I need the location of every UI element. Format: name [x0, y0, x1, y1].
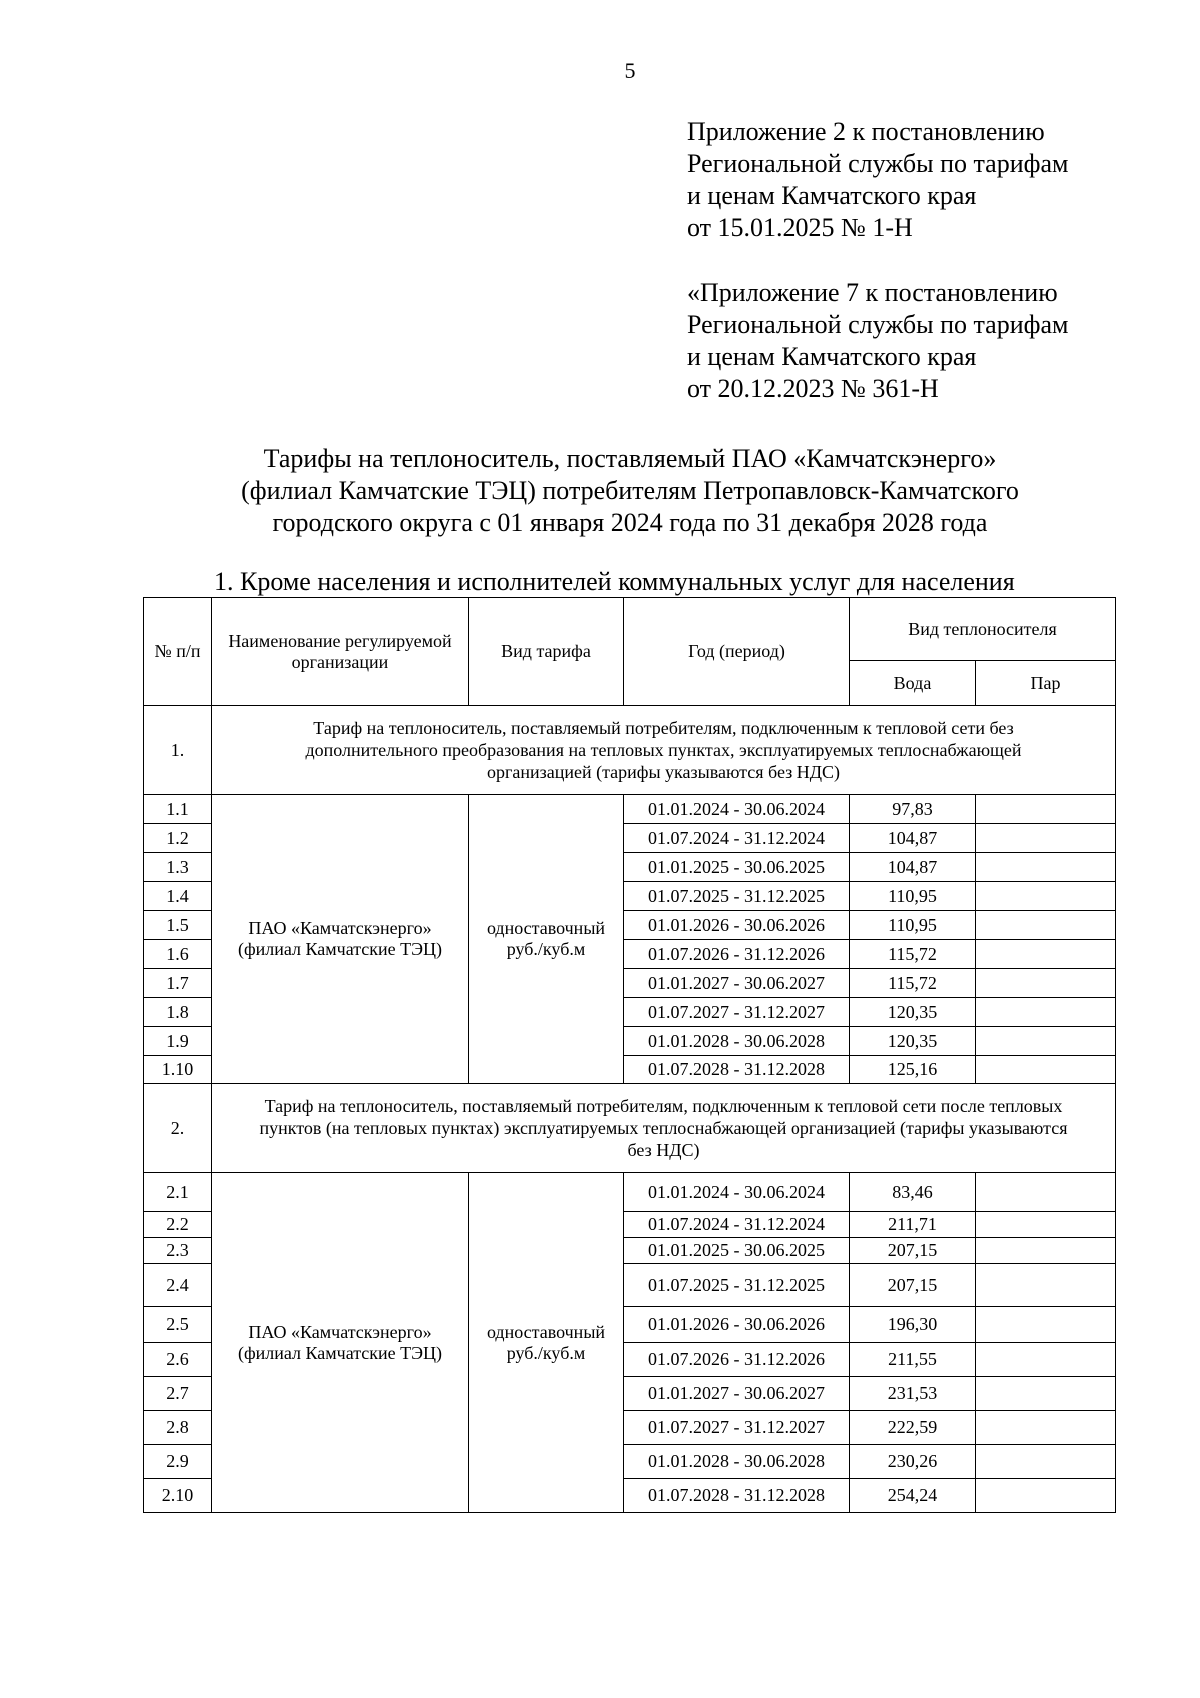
period-cell: 01.01.2026 - 30.06.2026	[624, 911, 850, 940]
annex-current	[687, 116, 1068, 244]
row-num: 2.3	[144, 1238, 212, 1264]
water-value: 211,71	[850, 1212, 976, 1238]
steam-value	[976, 795, 1116, 824]
row-num: 1.10	[144, 1056, 212, 1084]
header-num: № п/п	[144, 598, 212, 706]
tariff-type-cell: одноставочный руб./куб.м	[469, 1173, 624, 1513]
tariff-table	[143, 597, 1116, 1513]
steam-value	[976, 1027, 1116, 1056]
water-value: 196,30	[850, 1307, 976, 1343]
water-value: 115,72	[850, 969, 976, 998]
period-cell: 01.07.2026 - 31.12.2026	[624, 940, 850, 969]
water-value: 110,95	[850, 882, 976, 911]
steam-value	[976, 969, 1116, 998]
period-cell: 01.01.2027 - 30.06.2027	[624, 1377, 850, 1411]
steam-value	[976, 1343, 1116, 1377]
period-cell: 01.07.2027 - 31.12.2027	[624, 1411, 850, 1445]
annex-amended-line: от 20.12.2023 № 361-Н	[687, 374, 939, 403]
section-heading: 1. Кроме населения и исполнителей коммунальных услуг для населения	[214, 567, 1015, 596]
steam-value	[976, 1264, 1116, 1307]
row-num: 1.9	[144, 1027, 212, 1056]
header-row	[144, 598, 1116, 661]
organization-cell: ПАО «Камчатскэнерго» (филиал Камчатские ТЭЦ)	[212, 795, 469, 1084]
steam-value	[976, 911, 1116, 940]
title-line: городского округа с 01 января 2024 года по 31 декабря 2028 года	[272, 508, 988, 537]
page-number: 5	[624, 58, 636, 83]
annex-amended-line: и ценам Камчатского края	[687, 342, 977, 371]
water-value: 97,83	[850, 795, 976, 824]
organization-cell: ПАО «Камчатскэнерго» (филиал Камчатские ТЭЦ)	[212, 1173, 469, 1513]
water-value: 254,24	[850, 1479, 976, 1513]
steam-value	[976, 1479, 1116, 1513]
period-cell: 01.07.2025 - 31.12.2025	[624, 882, 850, 911]
steam-value	[976, 1411, 1116, 1445]
annex-current-line: Приложение 2 к постановлению	[687, 117, 1045, 146]
steam-value	[976, 1238, 1116, 1264]
water-value: 104,87	[850, 824, 976, 853]
period-cell: 01.01.2025 - 30.06.2025	[624, 1238, 850, 1264]
annex-amended-line: «Приложение 7 к постановлению	[687, 278, 1058, 307]
period-cell: 01.01.2025 - 30.06.2025	[624, 853, 850, 882]
tariff-type-cell: одноставочный руб./куб.м	[469, 795, 624, 1084]
steam-value	[976, 1445, 1116, 1479]
header-steam: Пар	[976, 661, 1116, 706]
group-row	[144, 1084, 1116, 1173]
annex-current-line: и ценам Камчатского края	[687, 181, 977, 210]
row-num: 1.2	[144, 824, 212, 853]
period-cell: 01.01.2024 - 30.06.2024	[624, 1173, 850, 1212]
water-value: 222,59	[850, 1411, 976, 1445]
water-value: 110,95	[850, 911, 976, 940]
water-value: 207,15	[850, 1264, 976, 1307]
row-num: 1.7	[144, 969, 212, 998]
group-num: 2.	[144, 1084, 212, 1173]
steam-value	[976, 940, 1116, 969]
row-num: 2.4	[144, 1264, 212, 1307]
row-num: 2.10	[144, 1479, 212, 1513]
row-num: 2.5	[144, 1307, 212, 1343]
period-cell: 01.01.2027 - 30.06.2027	[624, 969, 850, 998]
steam-value	[976, 1173, 1116, 1212]
row-num: 2.9	[144, 1445, 212, 1479]
header-period: Год (период)	[624, 598, 850, 706]
row-num: 2.8	[144, 1411, 212, 1445]
annex-current-line: от 15.01.2025 № 1-Н	[687, 213, 913, 242]
row-num: 2.1	[144, 1173, 212, 1212]
period-cell: 01.07.2028 - 31.12.2028	[624, 1479, 850, 1513]
header-tariff-type: Вид тарифа	[469, 598, 624, 706]
steam-value	[976, 998, 1116, 1027]
water-value: 120,35	[850, 998, 976, 1027]
water-value: 104,87	[850, 853, 976, 882]
group-title: Тариф на теплоноситель, поставляемый потребителям, подключенным к тепловой сети после тепловых пунктов (на тепловых пунктах) эксплуатируемых теплоснабжающей организацией (тарифы указываются без НДС)	[212, 1084, 1116, 1173]
period-cell: 01.07.2028 - 31.12.2028	[624, 1056, 850, 1084]
steam-value	[976, 882, 1116, 911]
row-num: 1.3	[144, 853, 212, 882]
water-value: 231,53	[850, 1377, 976, 1411]
group-row	[144, 706, 1116, 795]
title-line: Тарифы на теплоноситель, поставляемый ПАО «Камчатскэнерго»	[263, 444, 997, 473]
group-num: 1.	[144, 706, 212, 795]
tariff-table-body	[144, 598, 1116, 1513]
water-value: 120,35	[850, 1027, 976, 1056]
period-cell: 01.01.2026 - 30.06.2026	[624, 1307, 850, 1343]
period-cell: 01.07.2026 - 31.12.2026	[624, 1343, 850, 1377]
water-value: 211,55	[850, 1343, 976, 1377]
period-cell: 01.07.2024 - 31.12.2024	[624, 1212, 850, 1238]
row-num: 2.2	[144, 1212, 212, 1238]
water-value: 230,26	[850, 1445, 976, 1479]
steam-value	[976, 824, 1116, 853]
row-num: 1.8	[144, 998, 212, 1027]
steam-value	[976, 1056, 1116, 1084]
document-title	[0, 443, 1200, 539]
row-num: 2.7	[144, 1377, 212, 1411]
water-value: 125,16	[850, 1056, 976, 1084]
period-cell: 01.07.2025 - 31.12.2025	[624, 1264, 850, 1307]
period-cell: 01.01.2028 - 30.06.2028	[624, 1027, 850, 1056]
title-line: (филиал Камчатские ТЭЦ) потребителям Петропавловск-Камчатского	[241, 476, 1019, 505]
water-value: 115,72	[850, 940, 976, 969]
annex-amended-line: Региональной службы по тарифам	[687, 310, 1069, 339]
period-cell: 01.01.2024 - 30.06.2024	[624, 795, 850, 824]
header-org: Наименование регулируемой организации	[212, 598, 469, 706]
row-num: 1.5	[144, 911, 212, 940]
steam-value	[976, 853, 1116, 882]
water-value: 207,15	[850, 1238, 976, 1264]
row-num: 1.1	[144, 795, 212, 824]
annex-current-line: Региональной службы по тарифам	[687, 149, 1069, 178]
period-cell: 01.01.2028 - 30.06.2028	[624, 1445, 850, 1479]
row-num: 1.4	[144, 882, 212, 911]
period-cell: 01.07.2024 - 31.12.2024	[624, 824, 850, 853]
group-title: Тариф на теплоноситель, поставляемый потребителям, подключенным к тепловой сети без дополнительного преобразования на тепловых пунктах, эксплуатируемых теплоснабжающей организацией (тарифы указываются без НДС)	[212, 706, 1116, 795]
annex-amended	[687, 277, 1068, 405]
header-carrier: Вид теплоносителя	[850, 598, 1116, 661]
steam-value	[976, 1307, 1116, 1343]
header-water: Вода	[850, 661, 976, 706]
row-num: 1.6	[144, 940, 212, 969]
steam-value	[976, 1377, 1116, 1411]
row-num: 2.6	[144, 1343, 212, 1377]
period-cell: 01.07.2027 - 31.12.2027	[624, 998, 850, 1027]
steam-value	[976, 1212, 1116, 1238]
table-row	[144, 1173, 1116, 1212]
table-row	[144, 795, 1116, 824]
water-value: 83,46	[850, 1173, 976, 1212]
